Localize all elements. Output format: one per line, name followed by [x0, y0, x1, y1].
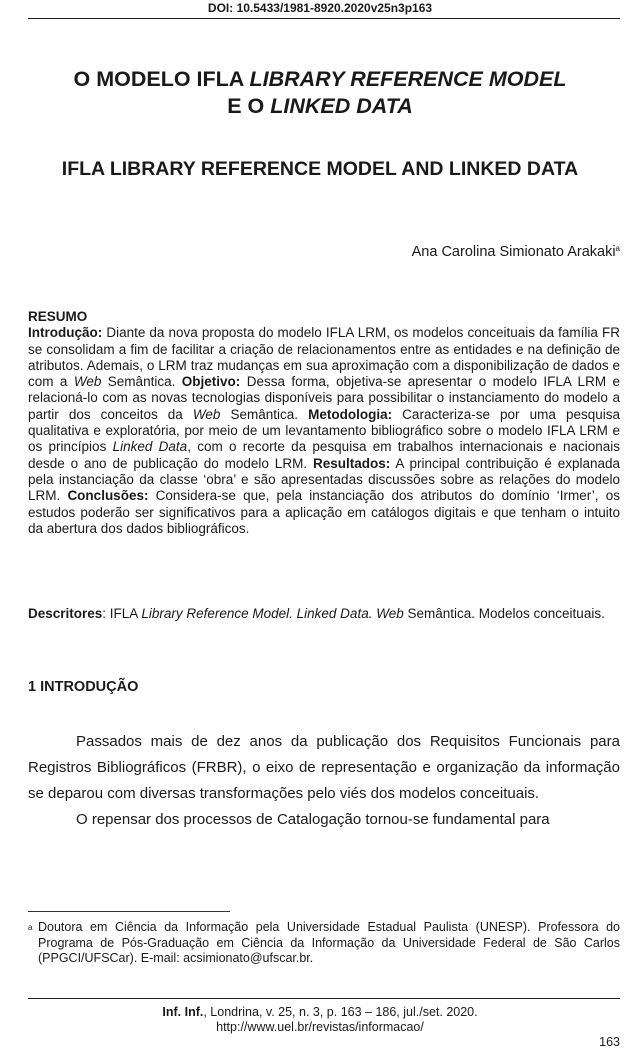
- body-text: [28, 729, 620, 833]
- descriptors-sep: : IFLA: [102, 606, 142, 621]
- method-linked-data: Linked Data: [112, 439, 188, 455]
- conclusions-text: Considera-se que, pela instanciação dos atributos do domínio ‘Irmer’, os estudos poderão ser significativos para a aplicação em catálogos digitais e que tenham o intuito da abertura dos dados bibliográficos.: [28, 488, 620, 536]
- results-label: Resultados:: [312, 455, 391, 471]
- footnote-marker: a: [28, 923, 33, 932]
- footnote-text: Doutora em Ciência da Informação pela Universidade Estadual Paulista (UNESP). Professora do Programa de Pós-Graduação em Ciência da Informação da Universidade Federal de São Carlos (PPGCI/UFSCar). E-mail: acsimionato@ufscar.br.: [38, 920, 620, 965]
- author-footnote-marker: a: [615, 244, 620, 253]
- method-label: Metodologia:: [308, 406, 393, 422]
- objective-label: Objetivo:: [181, 374, 241, 390]
- journal-url[interactable]: http://www.uel.br/revistas/informacao/: [216, 1020, 424, 1034]
- intro-web: Web: [73, 374, 102, 390]
- doi-header: DOI: 10.5433/1981-8920.2020v25n3p163: [207, 1, 433, 15]
- footer-rule: [28, 998, 620, 999]
- abstract: [28, 309, 620, 537]
- page-number: 163: [599, 1035, 620, 1049]
- abstract-text: [28, 325, 620, 537]
- title-english: IFLA LIBRARY REFERENCE MODEL AND LINKED DATA: [61, 158, 579, 180]
- body-paragraph-2: O repensar dos processos de Catalogação tornou-se fundamental para: [76, 811, 550, 828]
- footnote-rule: [28, 911, 230, 912]
- abstract-heading: RESUMO: [28, 309, 88, 324]
- objective-text-a: Dessa forma, objetiva-se apresentar o modelo IFLA LRM e relacioná-lo com as novas tecnologias disponíveis para possibilitar o instanciamento do modelo a partir dos conceitos da: [28, 374, 620, 422]
- journal-name: Inf. Inf.: [162, 1005, 204, 1019]
- results-text: A principal contribuição é explanada pela instanciação da classe ‘obra’ e são apresentadas discussões sobre as relações do modelo LRM.: [28, 455, 621, 504]
- title-pt-part3: E O: [227, 94, 271, 118]
- objective-web: Web: [192, 406, 221, 422]
- method-text-a: Caracteriza-se por uma pesquisa qualitativa e exploratória, por meio de um levantamento bibliográfico sobre o modelo IFLA LRM e os princípios: [28, 406, 621, 455]
- method-text-b: , com o recorte da pesquisa em trabalhos internacionais e nacionais desde o ano de publicação do modelo LRM.: [28, 439, 620, 471]
- conclusions-label: Conclusões:: [67, 488, 149, 504]
- objective-text-b: Semântica.: [220, 406, 309, 422]
- descriptors-label: Descritores: [28, 606, 103, 621]
- title-pt-part2: LIBRARY REFERENCE MODEL: [249, 67, 567, 91]
- author-line: [412, 240, 620, 261]
- section-heading: 1 INTRODUÇÃO: [28, 679, 139, 695]
- citation-rest: , Londrina, v. 25, n. 3, p. 163 – 186, jul./set. 2020.: [203, 1005, 478, 1019]
- title-portuguese: [20, 66, 620, 120]
- intro-text-a: Diante da nova proposta do modelo IFLA LRM, os modelos conceituais da família FR se consolidam a fim de facilitar a criação de relacionamentos entre as entidades e na definição de atributos. Ademais, o LRM traz mudanças em sua aproximação com a disponibilização de dados e com a: [28, 325, 620, 390]
- intro-text-b: Semântica.: [101, 374, 182, 390]
- intro-label: Introdução:: [28, 325, 103, 341]
- header-rule: [28, 18, 620, 19]
- descriptors: [28, 606, 620, 622]
- descriptors-terms: Library Reference Model. Linked Data. Web: [141, 606, 404, 621]
- footnote: [28, 920, 620, 967]
- author-name: Ana Carolina Simionato Arakaki: [411, 244, 616, 260]
- body-paragraph-1: Passados mais de dez anos da publicação dos Requisitos Funcionais para Registros Bibliográficos (FRBR), o eixo de representação e organização da informação se deparou com diversas transformações pelo viés dos modelos conceituais.: [28, 733, 620, 802]
- citation-line: [0, 1005, 640, 1020]
- descriptors-rest: Semântica. Modelos conceituais.: [403, 606, 605, 621]
- title-pt-part4: LINKED DATA: [270, 94, 413, 118]
- title-pt-part1: O MODELO IFLA: [73, 67, 250, 91]
